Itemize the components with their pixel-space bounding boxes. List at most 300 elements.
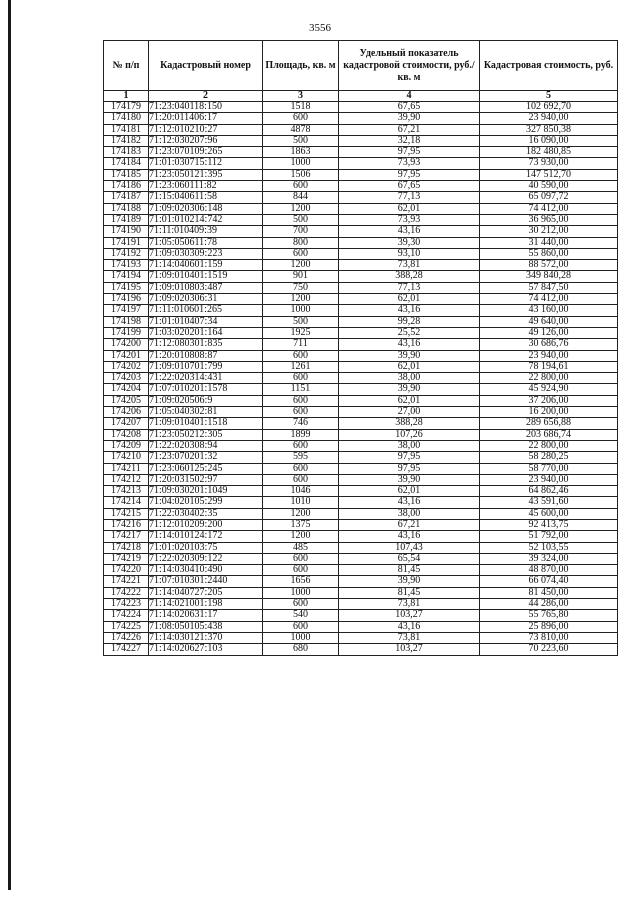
cell-row-number: 174212	[104, 474, 149, 485]
cell-area: 1000	[263, 305, 339, 316]
cell-cadastral-value: 203 686,74	[480, 429, 618, 440]
cell-specific-rate: 93,10	[339, 248, 480, 259]
cell-area: 600	[263, 407, 339, 418]
cell-cadastral-value: 65 097,72	[480, 192, 618, 203]
column-index: 3	[263, 91, 339, 102]
cell-specific-rate: 43,16	[339, 531, 480, 542]
cell-cadastral-number: 71:20:031502:97	[149, 474, 263, 485]
cell-cadastral-number: 71:12:030207:96	[149, 135, 263, 146]
table-row	[104, 384, 618, 395]
cell-cadastral-number: 71:07:010301:2440	[149, 576, 263, 587]
table-row	[104, 452, 618, 463]
table-row	[104, 248, 618, 259]
table-row	[104, 102, 618, 113]
cell-row-number: 174201	[104, 350, 149, 361]
cell-row-number: 174224	[104, 610, 149, 621]
cell-specific-rate: 39,90	[339, 113, 480, 124]
cell-area: 500	[263, 214, 339, 225]
table-row	[104, 519, 618, 530]
cell-cadastral-value: 64 862,46	[480, 486, 618, 497]
cell-area: 1261	[263, 361, 339, 372]
table-row	[104, 440, 618, 451]
cell-area: 1200	[263, 508, 339, 519]
cell-specific-rate: 103,27	[339, 610, 480, 621]
page-number: 3556	[309, 22, 331, 34]
cell-specific-rate: 81,45	[339, 587, 480, 598]
cell-area: 750	[263, 282, 339, 293]
cell-row-number: 174184	[104, 158, 149, 169]
cell-specific-rate: 77,13	[339, 192, 480, 203]
cell-cadastral-value: 102 692,70	[480, 102, 618, 113]
cell-cadastral-value: 327 850,38	[480, 124, 618, 135]
cell-cadastral-number: 71:23:050121:395	[149, 169, 263, 180]
cell-specific-rate: 65,54	[339, 553, 480, 564]
cell-cadastral-value: 92 413,75	[480, 519, 618, 530]
header-cadastral-number: Кадастровый номер	[149, 41, 263, 91]
cell-specific-rate: 25,52	[339, 327, 480, 338]
cell-area: 600	[263, 599, 339, 610]
cell-cadastral-value: 73 810,00	[480, 632, 618, 643]
cell-area: 1518	[263, 102, 339, 113]
cell-cadastral-number: 71:09:030201:1049	[149, 486, 263, 497]
cell-cadastral-value: 81 450,00	[480, 587, 618, 598]
cell-row-number: 174222	[104, 587, 149, 598]
cell-specific-rate: 43,16	[339, 339, 480, 350]
cell-row-number: 174188	[104, 203, 149, 214]
cell-row-number: 174179	[104, 102, 149, 113]
cell-cadastral-number: 71:09:030309:223	[149, 248, 263, 259]
table-row	[104, 486, 618, 497]
header-area: Площадь, кв. м	[263, 41, 339, 91]
cell-specific-rate: 97,95	[339, 463, 480, 474]
cell-cadastral-number: 71:23:070109:265	[149, 147, 263, 158]
cell-cadastral-number: 71:01:010214:742	[149, 214, 263, 225]
cell-specific-rate: 38,00	[339, 508, 480, 519]
table-row	[104, 553, 618, 564]
cell-cadastral-value: 70 223,60	[480, 644, 618, 655]
table-row	[104, 169, 618, 180]
cell-specific-rate: 38,00	[339, 373, 480, 384]
cell-row-number: 174210	[104, 452, 149, 463]
cell-specific-rate: 62,01	[339, 395, 480, 406]
cell-cadastral-number: 71:01:020103:75	[149, 542, 263, 553]
cell-cadastral-value: 49 126,00	[480, 327, 618, 338]
cell-area: 1200	[263, 260, 339, 271]
cell-row-number: 174221	[104, 576, 149, 587]
table-row	[104, 395, 618, 406]
table-row	[104, 124, 618, 135]
cell-row-number: 174183	[104, 147, 149, 158]
table-row	[104, 203, 618, 214]
cell-row-number: 174198	[104, 316, 149, 327]
table-row	[104, 237, 618, 248]
cell-cadastral-number: 71:23:050212:305	[149, 429, 263, 440]
cell-cadastral-number: 71:09:010701:799	[149, 361, 263, 372]
table-row	[104, 271, 618, 282]
cell-cadastral-number: 71:20:011406:17	[149, 113, 263, 124]
table-row	[104, 214, 618, 225]
table-row	[104, 463, 618, 474]
table-row	[104, 181, 618, 192]
cell-cadastral-value: 23 940,00	[480, 113, 618, 124]
table-row	[104, 282, 618, 293]
cell-cadastral-value: 45 924,90	[480, 384, 618, 395]
left-margin-rule	[8, 0, 11, 890]
table-row	[104, 407, 618, 418]
cell-row-number: 174226	[104, 632, 149, 643]
cell-cadastral-value: 30 686,76	[480, 339, 618, 350]
table-row	[104, 632, 618, 643]
cell-cadastral-number: 71:22:020308:94	[149, 440, 263, 451]
cell-area: 500	[263, 135, 339, 146]
cell-row-number: 174180	[104, 113, 149, 124]
cell-cadastral-number: 71:14:030121:370	[149, 632, 263, 643]
table-row	[104, 113, 618, 124]
cell-cadastral-number: 71:14:020631:17	[149, 610, 263, 621]
cell-specific-rate: 97,95	[339, 452, 480, 463]
cell-row-number: 174204	[104, 384, 149, 395]
cell-cadastral-number: 71:11:010601:265	[149, 305, 263, 316]
cell-row-number: 174199	[104, 327, 149, 338]
cell-row-number: 174191	[104, 237, 149, 248]
cell-cadastral-value: 52 103,55	[480, 542, 618, 553]
cell-row-number: 174189	[104, 214, 149, 225]
cell-row-number: 174207	[104, 418, 149, 429]
cell-cadastral-value: 49 640,00	[480, 316, 618, 327]
cell-row-number: 174192	[104, 248, 149, 259]
cell-cadastral-number: 71:08:050105:438	[149, 621, 263, 632]
cell-cadastral-value: 51 792,00	[480, 531, 618, 542]
cell-area: 600	[263, 248, 339, 259]
cell-specific-rate: 107,43	[339, 542, 480, 553]
column-index: 4	[339, 91, 480, 102]
cell-cadastral-value: 23 940,00	[480, 350, 618, 361]
cell-cadastral-number: 71:07:010201:1578	[149, 384, 263, 395]
cell-cadastral-number: 71:14:010124:172	[149, 531, 263, 542]
cell-cadastral-value: 73 930,00	[480, 158, 618, 169]
table-row	[104, 327, 618, 338]
cell-specific-rate: 62,01	[339, 203, 480, 214]
cell-specific-rate: 39,90	[339, 474, 480, 485]
cell-cadastral-number: 71:12:010210:27	[149, 124, 263, 135]
cell-cadastral-value: 43 160,00	[480, 305, 618, 316]
cell-area: 485	[263, 542, 339, 553]
cell-area: 600	[263, 440, 339, 451]
table-header-row	[104, 41, 618, 91]
cell-cadastral-value: 45 600,00	[480, 508, 618, 519]
cell-area: 901	[263, 271, 339, 282]
table-row	[104, 531, 618, 542]
cell-specific-rate: 99,28	[339, 316, 480, 327]
cell-cadastral-number: 71:14:020627:103	[149, 644, 263, 655]
cell-cadastral-value: 31 440,00	[480, 237, 618, 248]
cell-specific-rate: 73,81	[339, 260, 480, 271]
cell-specific-rate: 43,16	[339, 621, 480, 632]
cell-cadastral-number: 71:22:020314:431	[149, 373, 263, 384]
cell-cadastral-number: 71:14:030410:490	[149, 565, 263, 576]
cell-area: 600	[263, 395, 339, 406]
cell-cadastral-number: 71:01:010407:34	[149, 316, 263, 327]
cell-cadastral-value: 66 074,40	[480, 576, 618, 587]
cell-cadastral-value: 23 940,00	[480, 474, 618, 485]
cell-area: 595	[263, 452, 339, 463]
table-row	[104, 610, 618, 621]
cell-cadastral-number: 71:01:030715:112	[149, 158, 263, 169]
cell-row-number: 174216	[104, 519, 149, 530]
cell-cadastral-value: 78 194,61	[480, 361, 618, 372]
cell-area: 600	[263, 553, 339, 564]
cell-area: 680	[263, 644, 339, 655]
cell-cadastral-number: 71:05:050611:78	[149, 237, 263, 248]
cell-cadastral-number: 71:14:040601:159	[149, 260, 263, 271]
cell-specific-rate: 388,28	[339, 271, 480, 282]
cell-cadastral-number: 71:15:040611:58	[149, 192, 263, 203]
table-row	[104, 644, 618, 655]
cell-area: 1925	[263, 327, 339, 338]
cell-area: 1899	[263, 429, 339, 440]
cell-area: 844	[263, 192, 339, 203]
table-row	[104, 373, 618, 384]
cell-area: 800	[263, 237, 339, 248]
cell-area: 540	[263, 610, 339, 621]
cell-area: 1046	[263, 486, 339, 497]
table-row	[104, 474, 618, 485]
cell-specific-rate: 39,90	[339, 576, 480, 587]
table-row	[104, 587, 618, 598]
cell-cadastral-number: 71:23:060125:245	[149, 463, 263, 474]
cell-cadastral-value: 58 770,00	[480, 463, 618, 474]
cell-row-number: 174202	[104, 361, 149, 372]
cell-row-number: 174205	[104, 395, 149, 406]
header-specific-rate: Удельный показатель кадастровой стоимости, руб./кв. м	[339, 41, 480, 91]
cell-specific-rate: 62,01	[339, 294, 480, 305]
column-index: 2	[149, 91, 263, 102]
cell-specific-rate: 67,65	[339, 181, 480, 192]
cell-row-number: 174181	[104, 124, 149, 135]
cell-cadastral-value: 55 860,00	[480, 248, 618, 259]
cell-specific-rate: 77,13	[339, 282, 480, 293]
table-row	[104, 599, 618, 610]
cell-area: 1200	[263, 203, 339, 214]
cell-cadastral-number: 71:20:010808:87	[149, 350, 263, 361]
cell-area: 1656	[263, 576, 339, 587]
cell-area: 500	[263, 316, 339, 327]
cell-cadastral-value: 349 840,28	[480, 271, 618, 282]
header-row-number: № п/п	[104, 41, 149, 91]
cell-row-number: 174209	[104, 440, 149, 451]
cell-row-number: 174225	[104, 621, 149, 632]
cell-row-number: 174215	[104, 508, 149, 519]
cell-area: 600	[263, 474, 339, 485]
cell-cadastral-number: 71:12:080301:835	[149, 339, 263, 350]
cell-cadastral-number: 71:14:021001:198	[149, 599, 263, 610]
column-index: 5	[480, 91, 618, 102]
cell-area: 1375	[263, 519, 339, 530]
cell-row-number: 174187	[104, 192, 149, 203]
cell-specific-rate: 62,01	[339, 486, 480, 497]
cell-area: 1863	[263, 147, 339, 158]
cell-row-number: 174186	[104, 181, 149, 192]
cell-specific-rate: 39,90	[339, 384, 480, 395]
column-index-row	[104, 91, 618, 102]
cell-specific-rate: 39,30	[339, 237, 480, 248]
cell-cadastral-number: 71:09:010401:1519	[149, 271, 263, 282]
cell-cadastral-number: 71:12:010209:200	[149, 519, 263, 530]
cell-row-number: 174193	[104, 260, 149, 271]
cell-cadastral-number: 71:23:040118:150	[149, 102, 263, 113]
cell-specific-rate: 43,16	[339, 305, 480, 316]
cell-cadastral-value: 43 591,60	[480, 497, 618, 508]
cell-area: 1151	[263, 384, 339, 395]
cell-specific-rate: 388,28	[339, 418, 480, 429]
cell-area: 1000	[263, 632, 339, 643]
cell-row-number: 174211	[104, 463, 149, 474]
cell-specific-rate: 62,01	[339, 361, 480, 372]
table-row	[104, 316, 618, 327]
cell-area: 600	[263, 621, 339, 632]
table-row	[104, 192, 618, 203]
table-row	[104, 508, 618, 519]
table-row	[104, 147, 618, 158]
cell-area: 711	[263, 339, 339, 350]
cell-area: 1010	[263, 497, 339, 508]
cell-cadastral-number: 71:09:010401:1518	[149, 418, 263, 429]
cell-cadastral-number: 71:23:060111:82	[149, 181, 263, 192]
table-row	[104, 542, 618, 553]
cell-row-number: 174208	[104, 429, 149, 440]
cell-area: 600	[263, 463, 339, 474]
cell-cadastral-number: 71:03:020201:164	[149, 327, 263, 338]
header-cadastral-value: Кадастровая стоимость, руб.	[480, 41, 618, 91]
cell-cadastral-value: 37 206,00	[480, 395, 618, 406]
cell-cadastral-value: 57 847,50	[480, 282, 618, 293]
cell-specific-rate: 97,95	[339, 147, 480, 158]
cell-cadastral-value: 74 412,00	[480, 294, 618, 305]
table-body	[104, 102, 618, 656]
cell-row-number: 174197	[104, 305, 149, 316]
cell-cadastral-value: 58 280,25	[480, 452, 618, 463]
table-row	[104, 350, 618, 361]
cell-cadastral-number: 71:11:010409:39	[149, 226, 263, 237]
cell-cadastral-number: 71:04:020105:299	[149, 497, 263, 508]
table-row	[104, 226, 618, 237]
table-row	[104, 418, 618, 429]
cell-area: 600	[263, 113, 339, 124]
cell-cadastral-value: 39 324,00	[480, 553, 618, 564]
cell-cadastral-value: 16 090,00	[480, 135, 618, 146]
cell-cadastral-number: 71:05:040302:81	[149, 407, 263, 418]
cell-row-number: 174217	[104, 531, 149, 542]
cell-cadastral-value: 182 480,85	[480, 147, 618, 158]
cell-row-number: 174213	[104, 486, 149, 497]
cell-row-number: 174227	[104, 644, 149, 655]
cell-row-number: 174195	[104, 282, 149, 293]
cell-specific-rate: 43,16	[339, 497, 480, 508]
table-row	[104, 339, 618, 350]
cell-cadastral-number: 71:09:010803:487	[149, 282, 263, 293]
cell-specific-rate: 32,18	[339, 135, 480, 146]
cell-area: 1200	[263, 294, 339, 305]
cell-cadastral-value: 16 200,00	[480, 407, 618, 418]
cell-row-number: 174190	[104, 226, 149, 237]
cell-cadastral-value: 25 896,00	[480, 621, 618, 632]
cell-row-number: 174218	[104, 542, 149, 553]
cell-cadastral-number: 71:23:070201:32	[149, 452, 263, 463]
table-row	[104, 576, 618, 587]
cadastral-value-table	[103, 40, 618, 656]
cell-specific-rate: 73,81	[339, 599, 480, 610]
cell-row-number: 174203	[104, 373, 149, 384]
cell-cadastral-number: 71:09:020306:148	[149, 203, 263, 214]
cell-row-number: 174220	[104, 565, 149, 576]
cell-specific-rate: 67,65	[339, 102, 480, 113]
table-row	[104, 565, 618, 576]
cell-cadastral-value: 88 572,00	[480, 260, 618, 271]
cell-specific-rate: 103,27	[339, 644, 480, 655]
cell-area: 600	[263, 181, 339, 192]
cell-cadastral-number: 71:09:020506:9	[149, 395, 263, 406]
cell-cadastral-number: 71:14:040727:205	[149, 587, 263, 598]
cell-specific-rate: 107,26	[339, 429, 480, 440]
cell-cadastral-value: 74 412,00	[480, 203, 618, 214]
cell-row-number: 174206	[104, 407, 149, 418]
table-row	[104, 361, 618, 372]
cell-area: 600	[263, 565, 339, 576]
cell-row-number: 174200	[104, 339, 149, 350]
cell-area: 700	[263, 226, 339, 237]
cell-specific-rate: 73,81	[339, 632, 480, 643]
cell-specific-rate: 73,93	[339, 158, 480, 169]
cell-row-number: 174223	[104, 599, 149, 610]
column-index: 1	[104, 91, 149, 102]
cell-cadastral-value: 36 965,00	[480, 214, 618, 225]
cell-specific-rate: 38,00	[339, 440, 480, 451]
cell-specific-rate: 81,45	[339, 565, 480, 576]
cell-area: 1200	[263, 531, 339, 542]
cell-area: 600	[263, 350, 339, 361]
cell-cadastral-value: 147 512,70	[480, 169, 618, 180]
table-row	[104, 158, 618, 169]
cell-area: 1000	[263, 587, 339, 598]
table-row	[104, 621, 618, 632]
cell-row-number: 174196	[104, 294, 149, 305]
cell-area: 1000	[263, 158, 339, 169]
cell-specific-rate: 39,90	[339, 350, 480, 361]
cell-area: 600	[263, 373, 339, 384]
cell-row-number: 174219	[104, 553, 149, 564]
cell-specific-rate: 43,16	[339, 226, 480, 237]
table-row	[104, 260, 618, 271]
cell-cadastral-value: 40 590,00	[480, 181, 618, 192]
cell-area: 4878	[263, 124, 339, 135]
cell-specific-rate: 67,21	[339, 519, 480, 530]
cell-area: 746	[263, 418, 339, 429]
cell-cadastral-value: 55 765,80	[480, 610, 618, 621]
cell-cadastral-number: 71:22:020309:122	[149, 553, 263, 564]
cell-row-number: 174182	[104, 135, 149, 146]
cell-row-number: 174194	[104, 271, 149, 282]
cell-cadastral-value: 22 800,00	[480, 440, 618, 451]
cell-cadastral-value: 44 286,00	[480, 599, 618, 610]
table-row	[104, 429, 618, 440]
cell-cadastral-number: 71:22:030402:35	[149, 508, 263, 519]
table-row	[104, 305, 618, 316]
cell-row-number: 174185	[104, 169, 149, 180]
cell-specific-rate: 73,93	[339, 214, 480, 225]
cell-cadastral-value: 289 656,88	[480, 418, 618, 429]
cell-cadastral-value: 30 212,00	[480, 226, 618, 237]
table-row	[104, 294, 618, 305]
